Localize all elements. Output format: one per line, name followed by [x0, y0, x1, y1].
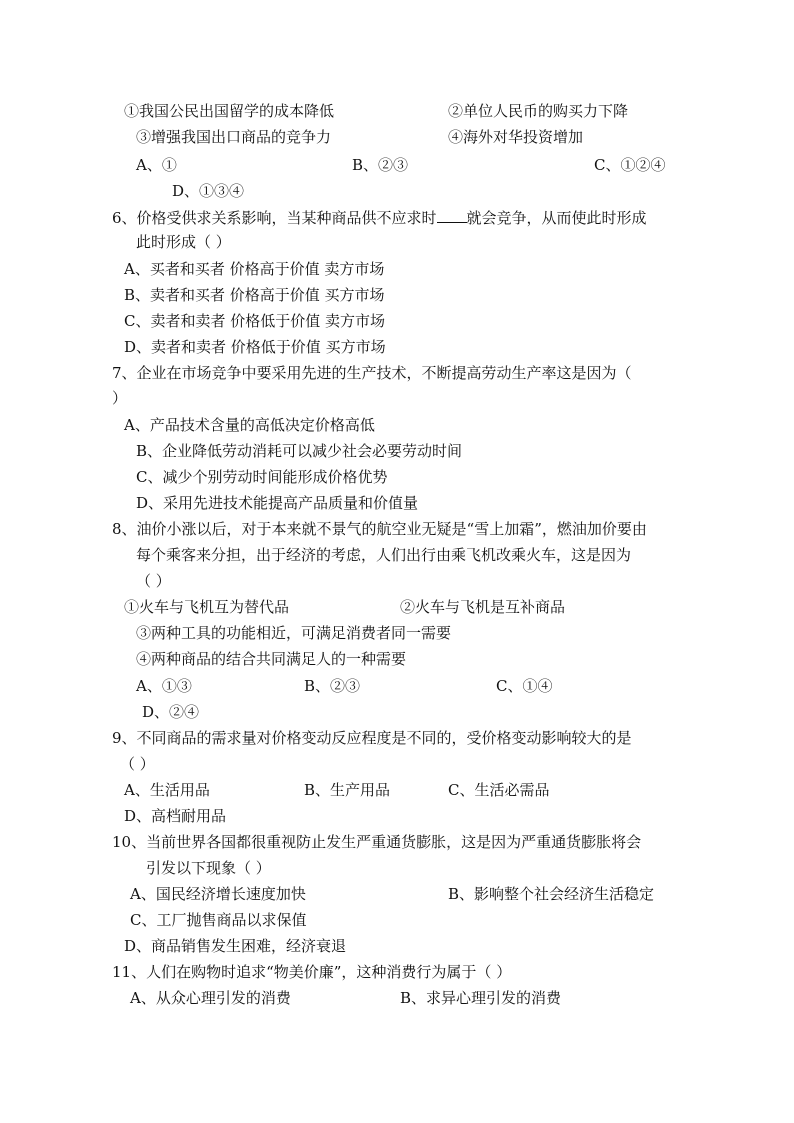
q8-statement-2: ②火车与飞机是互补商品: [400, 598, 566, 616]
q6-option-c: C、卖者和卖者 价格低于价值 卖方市场: [124, 312, 386, 330]
q10-option-b: B、影响整个社会经济生活稳定: [448, 885, 655, 903]
q8-stem: 8、油价小涨以后，对于本来就不景气的航空业无疑是“雪上加霜”，燃油加价要由: [112, 520, 647, 538]
q9-option-c: C、生活必需品: [448, 781, 550, 799]
q6-option-b: B、卖者和买者 价格高于价值 买方市场: [124, 286, 385, 304]
q5-statement-4: ④海外对华投资增加: [448, 128, 584, 146]
q5-option-d: D、①③④: [172, 182, 245, 200]
q5-option-a: A、①: [136, 156, 177, 174]
q10-stem-line-2: 引发以下现象（ ）: [146, 859, 271, 877]
q8-statement-4: ④两种商品的结合共同满足人的一种需要: [136, 650, 407, 668]
q11-stem: 11、人们在购物时追求“物美价廉”，这种消费行为属于（ ）: [112, 963, 512, 981]
q10-stem: 10、当前世界各国都很重视防止发生严重通货膨胀，这是因为严重通货膨胀将会: [112, 833, 642, 851]
q8-option-c: C、①④: [496, 677, 553, 695]
q8-stem-line-3: （ ）: [136, 572, 171, 590]
q6-stem: [112, 208, 647, 227]
q6-stem-part-b: 就会竞争，从而使此时形成: [466, 209, 647, 227]
q7-option-b: B、企业降低劳动消耗可以减少社会必要劳动时间: [136, 442, 463, 460]
q9-stem: 9、不同商品的需求量对价格变动反应程度是不同的，受价格变动影响较大的是: [112, 729, 632, 747]
q9-option-d: D、高档耐用品: [124, 807, 227, 825]
q5-option-b: B、②③: [352, 156, 409, 174]
q5-option-c: C、①②④: [594, 156, 666, 174]
q5-statement-2: ②单位人民币的购买力下降: [448, 102, 629, 120]
q8-option-b: B、②③: [304, 677, 361, 695]
q5-statement-3: ③增强我国出口商品的竞争力: [136, 128, 332, 146]
q11-option-a: A、从众心理引发的消费: [130, 989, 291, 1007]
q6-option-a: A、买者和买者 价格高于价值 卖方市场: [124, 260, 385, 278]
q8-stem-line-2: 每个乘客来分担，出于经济的考虑，人们出行由乘飞机改乘火车，这是因为: [136, 546, 632, 564]
q6-blank: [437, 208, 467, 223]
q7-option-a: A、产品技术含量的高低决定价格高低: [124, 416, 375, 434]
q7-option-d: D、采用先进技术能提高产品质量和价值量: [136, 494, 419, 512]
q9-option-a: A、生活用品: [124, 781, 210, 799]
q11-option-b: B、求异心理引发的消费: [400, 989, 562, 1007]
q10-option-a: A、国民经济增长速度加快: [130, 885, 306, 903]
q8-option-d: D、②④: [142, 703, 200, 721]
q6-option-d: D、卖者和卖者 价格低于价值 买方市场: [124, 338, 386, 356]
q10-option-c: C、工厂抛售商品以求保值: [130, 911, 307, 929]
q6-stem-line-2: 此时形成（ ）: [136, 233, 231, 251]
q8-statement-1: ①火车与飞机互为替代品: [124, 598, 290, 616]
q7-stem: 7、企业在市场竞争中要采用先进的生产技术，不断提高劳动生产率这是因为（: [112, 364, 632, 382]
q5-statement-1: ①我国公民出国留学的成本降低: [124, 102, 335, 120]
q7-option-c: C、减少个别劳动时间能形成价格优势: [136, 468, 388, 486]
q10-option-d: D、商品销售发生困难，经济衰退: [124, 937, 347, 955]
q8-option-a: A、①③: [136, 677, 192, 695]
q6-stem-part-a: 6、价格受供求关系影响，当某种商品供不应求时: [112, 209, 437, 227]
q8-statement-3: ③两种工具的功能相近，可满足消费者同一需要: [136, 624, 452, 642]
q9-option-b: B、生产用品: [304, 781, 391, 799]
q9-stem-line-2: （ ）: [120, 755, 155, 773]
q7-stem-line-2: ）: [112, 389, 128, 407]
